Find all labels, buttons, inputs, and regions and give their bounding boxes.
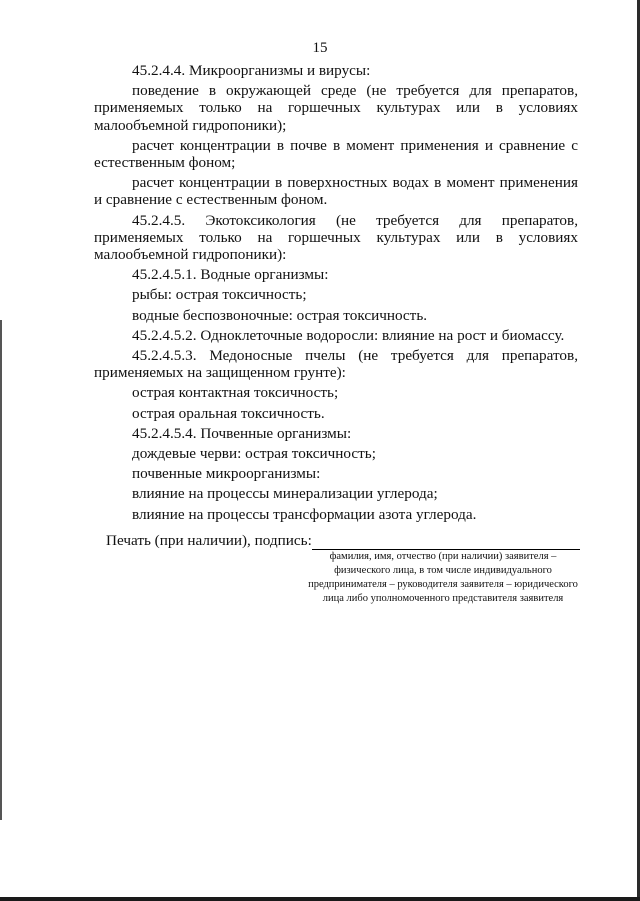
paragraph: расчет концентрации в поверхностных водах в момент применения и сравнение с естественным фоном. [94,174,578,209]
list-item: влияние на процессы трансформации азота углерода. [132,505,477,523]
page-number: 15 [312,40,328,56]
list-item: водные беспозвоночные: острая токсичность. [132,306,428,324]
subsection-heading: 45.2.4.5.2. Одноклеточные водоросли: влияние на рост и биомассу. [132,326,565,344]
list-item: влияние на процессы минерализации углерода; [132,485,438,503]
signature-block [106,532,576,550]
subsection-heading: 45.2.4.5.1. Водные организмы: [132,266,329,284]
scan-edge-left [0,320,2,820]
list-item: рыбы: острая токсичность; [132,286,307,304]
list-item: почвенные микроорганизмы: [132,465,321,483]
document-body [94,62,578,523]
scan-edge-bottom [0,897,640,901]
list-item: дождевые черви: острая токсичность; [132,445,376,463]
signature-label: Печать (при наличии), подпись: [106,532,312,549]
paragraph: поведение в окружающей среде (не требуется для препаратов, применяемых только на горшечных культурах или в условиях малообъемной гидропоники); [94,82,578,134]
paragraph: расчет концентрации в почве в момент применения и сравнение с естественным фоном; [94,136,578,172]
list-item: острая оральная токсичность. [132,404,325,422]
list-item: острая контактная токсичность; [132,384,339,402]
section-heading: 45.2.4.4. Микроорганизмы и вирусы: [132,62,371,79]
signature-caption: фамилия, имя, отчество (при наличии) заявителя – физического лица, в том числе индивидуального предпринимателя – руководителя заявителя – юридического лица либо уполномоченного представителя заявителя [308,551,578,604]
subsection-heading: 45.2.4.5.3. Медоносные пчелы (не требуется для препаратов, применяемых на защищенном грунте): [94,347,578,382]
subsection-heading: 45.2.4.5.4. Почвенные организмы: [132,424,352,442]
section-heading: 45.2.4.5. Экотоксикология (не требуется для препаратов, применяемых только на горшечных культурах или в условиях малообъемной гидропоники): [94,211,578,264]
